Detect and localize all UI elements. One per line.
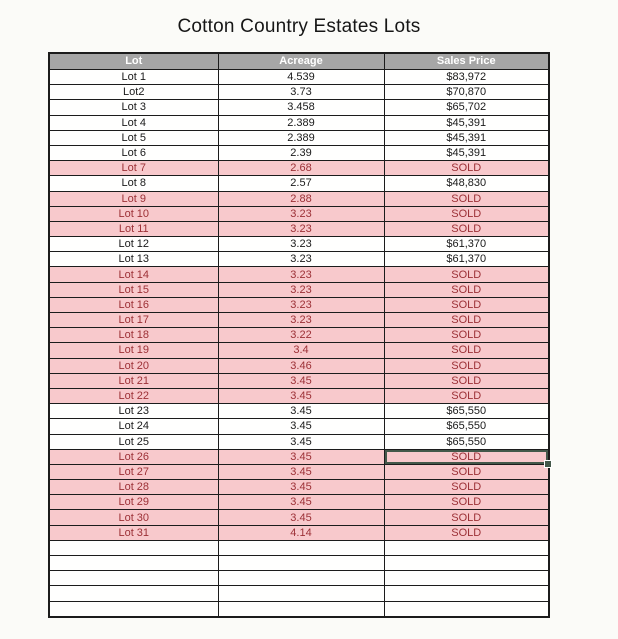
cell-acreage[interactable]: 3.45: [218, 388, 384, 403]
cell-price[interactable]: SOLD: [384, 221, 549, 236]
empty-row: [49, 540, 549, 555]
table-row: [49, 282, 549, 297]
cell-acreage[interactable]: 3.23: [218, 221, 384, 236]
cell-price[interactable]: SOLD: [384, 206, 549, 221]
cell-price[interactable]: $65,702: [384, 100, 549, 115]
cell-lot[interactable]: Lot 30: [49, 510, 218, 525]
table-row: [49, 313, 549, 328]
sheet-title: Cotton Country Estates Lots: [177, 16, 421, 37]
cell-acreage[interactable]: [218, 601, 384, 617]
selected-cell[interactable]: SOLD: [384, 449, 549, 464]
table-row: [49, 267, 549, 282]
cell-lot[interactable]: Lot 17: [49, 313, 218, 328]
table-row: [49, 388, 549, 403]
empty-row: [49, 556, 549, 571]
cell-lot[interactable]: Lot 19: [49, 343, 218, 358]
cell-price[interactable]: SOLD: [384, 191, 549, 206]
cell-price[interactable]: SOLD: [384, 161, 549, 176]
cell-lot[interactable]: [49, 571, 218, 586]
cell-acreage[interactable]: [218, 571, 384, 586]
cell-price[interactable]: $70,870: [384, 85, 549, 100]
cell-price[interactable]: $48,830: [384, 176, 549, 191]
cell-lot[interactable]: [49, 601, 218, 617]
cell-acreage[interactable]: 3.23: [218, 267, 384, 282]
table-row: [49, 206, 549, 221]
table-row: [49, 373, 549, 388]
table-row: [49, 495, 549, 510]
cell-acreage[interactable]: 2.57: [218, 176, 384, 191]
table-row: [49, 510, 549, 525]
empty-row: [49, 586, 549, 601]
cell-price[interactable]: SOLD: [384, 388, 549, 403]
cell-price[interactable]: $61,370: [384, 237, 549, 252]
cell-price[interactable]: $61,370: [384, 252, 549, 267]
table-row: [49, 480, 549, 495]
cell-price[interactable]: SOLD: [384, 282, 549, 297]
cell-acreage[interactable]: 2.88: [218, 191, 384, 206]
cell-acreage[interactable]: 3.45: [218, 404, 384, 419]
cell-price[interactable]: $65,550: [384, 434, 549, 449]
cell-acreage[interactable]: 3.458: [218, 100, 384, 115]
cell-acreage[interactable]: 3.23: [218, 252, 384, 267]
cell-acreage[interactable]: 3.45: [218, 449, 384, 464]
cell-acreage[interactable]: 2.39: [218, 145, 384, 160]
cell-lot[interactable]: Lot 26: [49, 449, 218, 464]
cell-acreage[interactable]: 3.45: [218, 434, 384, 449]
cell-price[interactable]: $45,391: [384, 115, 549, 130]
cell-lot[interactable]: Lot 20: [49, 358, 218, 373]
cell-acreage[interactable]: 2.68: [218, 161, 384, 176]
cell-acreage[interactable]: 4.14: [218, 525, 384, 540]
cell-price[interactable]: [384, 540, 549, 555]
cell-price[interactable]: SOLD: [384, 328, 549, 343]
header-row: [49, 53, 549, 70]
cell-lot[interactable]: Lot 8: [49, 176, 218, 191]
cell-lot[interactable]: Lot 4: [49, 115, 218, 130]
cell-lot[interactable]: Lot 23: [49, 404, 218, 419]
cell-acreage[interactable]: 3.45: [218, 510, 384, 525]
cell-lot[interactable]: Lot 18: [49, 328, 218, 343]
cell-lot[interactable]: [49, 586, 218, 601]
cell-acreage[interactable]: 3.45: [218, 480, 384, 495]
header-cell-sales-price[interactable]: Sales Price: [384, 53, 549, 70]
cell-acreage[interactable]: 3.46: [218, 358, 384, 373]
cell-lot[interactable]: Lot 1: [49, 70, 218, 85]
cell-lot[interactable]: [49, 540, 218, 555]
cell-lot[interactable]: Lot 3: [49, 100, 218, 115]
cell-lot[interactable]: Lot 16: [49, 297, 218, 312]
table-row: [49, 252, 549, 267]
table-row: [49, 328, 549, 343]
cell-acreage[interactable]: [218, 586, 384, 601]
cell-acreage[interactable]: [218, 556, 384, 571]
cell-lot[interactable]: [49, 556, 218, 571]
cell-price[interactable]: SOLD: [384, 480, 549, 495]
cell-lot[interactable]: Lot 29: [49, 495, 218, 510]
empty-row: [49, 571, 549, 586]
table-row: [49, 161, 549, 176]
cell-acreage[interactable]: 4.539: [218, 70, 384, 85]
cell-lot[interactable]: Lot 24: [49, 419, 218, 434]
cell-lot[interactable]: Lot 10: [49, 206, 218, 221]
cell-acreage[interactable]: 3.23: [218, 313, 384, 328]
cell-acreage[interactable]: [218, 540, 384, 555]
table-row: [49, 404, 549, 419]
cell-lot[interactable]: Lot 9: [49, 191, 218, 206]
cell-price[interactable]: [384, 571, 549, 586]
cell-lot[interactable]: Lot 14: [49, 267, 218, 282]
cell-lot[interactable]: Lot 22: [49, 388, 218, 403]
cell-lot[interactable]: Lot 27: [49, 464, 218, 479]
cell-acreage[interactable]: 3.45: [218, 495, 384, 510]
table-row: [49, 145, 549, 160]
cell-acreage[interactable]: 3.23: [218, 282, 384, 297]
table-row: [49, 358, 549, 373]
table-row: [49, 419, 549, 434]
table-row: [49, 343, 549, 358]
table-row: [49, 221, 549, 236]
cell-price[interactable]: SOLD: [384, 495, 549, 510]
table-row: [49, 449, 549, 464]
cell-acreage[interactable]: 3.23: [218, 206, 384, 221]
cell-price[interactable]: SOLD: [384, 297, 549, 312]
cell-lot[interactable]: Lot 28: [49, 480, 218, 495]
cell-lot[interactable]: Lot 21: [49, 373, 218, 388]
cell-lot[interactable]: Lot 11: [49, 221, 218, 236]
cell-lot[interactable]: Lot 12: [49, 237, 218, 252]
cell-lot[interactable]: Lot 31: [49, 525, 218, 540]
header-cell-acreage[interactable]: Acreage: [218, 53, 384, 70]
cell-acreage[interactable]: 2.389: [218, 115, 384, 130]
table-row: [49, 237, 549, 252]
cell-price[interactable]: [384, 601, 549, 617]
header-cell-lot[interactable]: Lot: [49, 53, 218, 70]
table-row: [49, 434, 549, 449]
cell-lot[interactable]: Lot 5: [49, 130, 218, 145]
fill-handle[interactable]: [544, 460, 552, 468]
cell-price[interactable]: $65,550: [384, 419, 549, 434]
cell-price[interactable]: $65,550: [384, 404, 549, 419]
cell-acreage[interactable]: 3.23: [218, 237, 384, 252]
cell-price[interactable]: SOLD: [384, 358, 549, 373]
cell-lot[interactable]: Lot 6: [49, 145, 218, 160]
cell-price[interactable]: [384, 586, 549, 601]
cell-price[interactable]: SOLD: [384, 343, 549, 358]
cell-price[interactable]: SOLD: [384, 313, 549, 328]
table-row: [49, 464, 549, 479]
cell-acreage[interactable]: 2.389: [218, 130, 384, 145]
cell-acreage[interactable]: 3.4: [218, 343, 384, 358]
cell-price[interactable]: $45,391: [384, 130, 549, 145]
cell-lot[interactable]: Lot2: [49, 85, 218, 100]
table-row: [49, 85, 549, 100]
cell-acreage[interactable]: 3.23: [218, 297, 384, 312]
cell-price[interactable]: $45,391: [384, 145, 549, 160]
table-row: [49, 70, 549, 85]
cell-price[interactable]: $83,972: [384, 70, 549, 85]
cell-price[interactable]: SOLD: [384, 510, 549, 525]
cell-lot[interactable]: Lot 13: [49, 252, 218, 267]
cell-acreage[interactable]: 3.45: [218, 464, 384, 479]
table-row: [49, 130, 549, 145]
cell-lot[interactable]: Lot 15: [49, 282, 218, 297]
cell-acreage[interactable]: 3.45: [218, 373, 384, 388]
cell-lot[interactable]: Lot 25: [49, 434, 218, 449]
table-row: [49, 525, 549, 540]
table-row: [49, 191, 549, 206]
cell-lot[interactable]: Lot 7: [49, 161, 218, 176]
cell-price[interactable]: SOLD: [384, 373, 549, 388]
cell-acreage[interactable]: 3.45: [218, 419, 384, 434]
cell-acreage[interactable]: 3.22: [218, 328, 384, 343]
empty-row: [49, 601, 549, 617]
lots-table-body: [49, 70, 549, 617]
table-row: [49, 115, 549, 130]
cell-price[interactable]: SOLD: [384, 267, 549, 282]
table-row: [49, 297, 549, 312]
table-row: [49, 100, 549, 115]
lots-table: [48, 52, 550, 618]
table-row: [49, 176, 549, 191]
cell-acreage[interactable]: 3.73: [218, 85, 384, 100]
cell-price[interactable]: [384, 556, 549, 571]
cell-price[interactable]: SOLD: [384, 464, 549, 479]
cell-price[interactable]: SOLD: [384, 525, 549, 540]
